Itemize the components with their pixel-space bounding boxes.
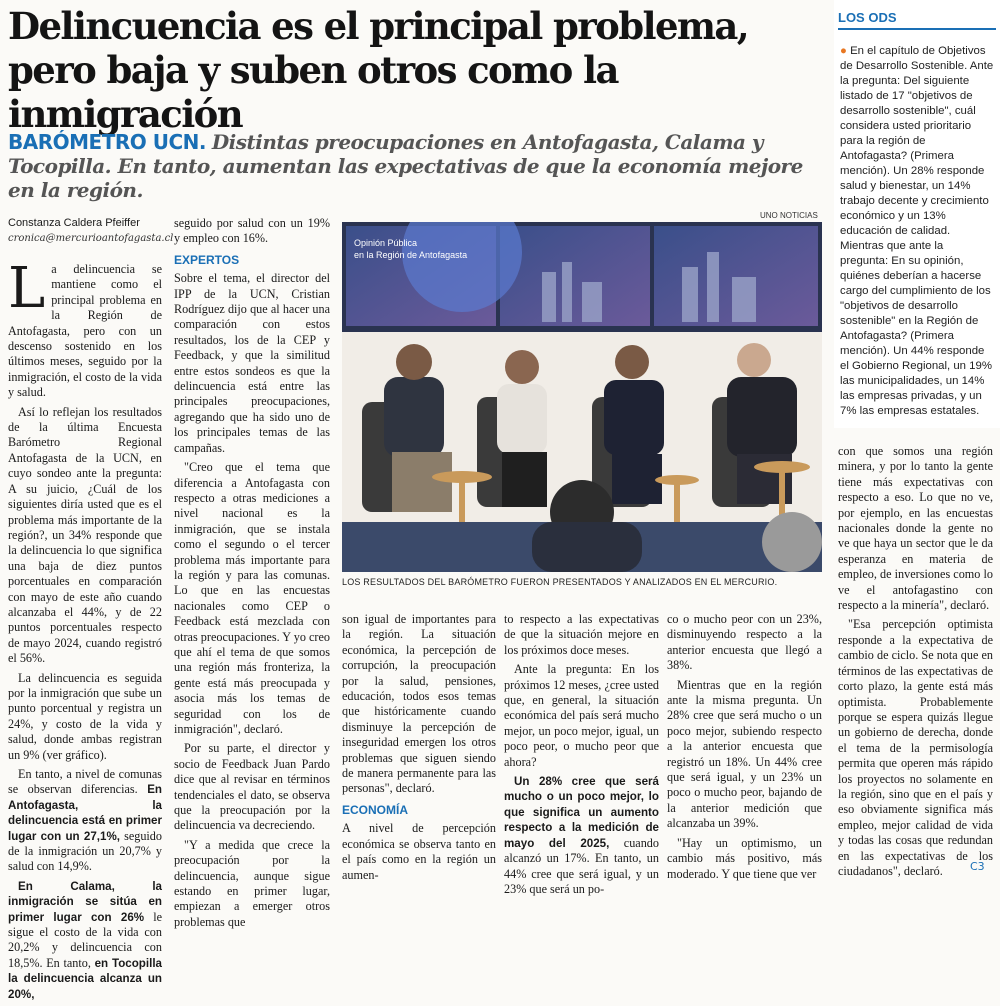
article-column-1	[8, 256, 163, 1006]
headline: Delincuencia es el principal problema, pero baja y suben otros como la inmigración	[8, 4, 749, 136]
paragraph: "Y a medida que crece la preocupación por la delincuencia, aunque sigue estando en primer lugar, empiezan a emerger otros problemas que	[174, 837, 330, 929]
article-column-3	[342, 612, 496, 887]
screen-text-2: en la Región de Antofagasta	[354, 250, 468, 260]
paragraph: to respecto a las expectativas de que la situación mejore en los próximos doce meses.	[504, 612, 659, 657]
end-mark: C3	[970, 860, 985, 873]
paragraph: co o mucho peor con un 23%, disminuyendo respecto a la anterior encuesta que llegó a 38%.	[667, 612, 822, 673]
paragraph: seguido por salud con un 19% y empleo con 16%.	[174, 216, 330, 246]
section-heading-economia: ECONOMÍA	[342, 802, 408, 817]
paragraph: son igual de importantes para la región. La situación económica, la percepción de corrupción, la preocupación por la salud, pensiones, educación, todos esos temas que históricamente cuando disminuye la percepción de inseguridad emergen los otros problemas que siguen siendo de manera permanente para las personas", declaró.	[342, 612, 496, 796]
article-column-4	[504, 612, 659, 901]
sidebar-text: ● En el capítulo de Objetivos de Desarrollo Sostenible. Ante la pregunta: Del siguiente listado de 17 "objetivos de desarrollo sostenible", cuál considera usted prioritario para la región de Antofagasta? (Primera mención). Un 28% responde salud y bienestar, un 14% trabajo decente y crecimiento económico y un 13% educación de calidad. Mientras que ante la pregunta: En su opinión, quiénes deberían a hacerse cargo del cumplimiento de los "objetivos de desarrollo sostenible" en la Región de Antofagasta? (Primera mención). Un 44% responde el Gobierno Regional, un 19% las municipalidades, un 14% las empresas privadas, y un 7% las empresas estatales.	[840, 45, 994, 417]
paragraph: La delincuencia se mantiene como el principal problema en la Región de Antofagasta, pero con un descenso sostenido en los últimos meses, seguido por la inmigración, el costo de la vida y salud.	[8, 256, 162, 400]
paragraph: En tanto, a nivel de comunas se observan diferencias. En Antofagasta, la delincuencia está en primer lugar con un 27,1%, seguido de la inmigración un 20,7% y salud con 14,9%.	[8, 767, 163, 874]
article-column-2	[174, 216, 330, 934]
paragraph: "Hay un optimismo, un cambio más positivo, más moderado. Y que tiene que ver	[667, 835, 822, 881]
byline	[8, 216, 173, 246]
paragraph: La delincuencia es seguida por la inmigración que sube un punto porcentual y registra un 24%, y costo de la vida y salud, donde ambas registran un 9% (ver gráfico).	[8, 670, 162, 762]
paragraph: Un 28% cree que será mucho o un poco mejor, lo que significa un aumento respecto a la medición de mayo del 2025, cuando alcanzó un 17%. En tanto, un 44% cree que será igual, y un 23% que será un po-	[504, 775, 659, 896]
article-column-6	[838, 444, 993, 883]
byline-author: Constanza Caldera Pfeiffer	[8, 217, 140, 229]
paragraph: Sobre el tema, el director del IPP de la UCN, Cristian Rodríguez dijo que al hacer una comparación con estos resultados, los de la CEP y Feedback, y que la similitud entre estos sondeos es que la delincuencia está entre las principales preocupaciones, agregando que ha sido uno de los principales temas de las campañas.	[174, 271, 330, 455]
panel-photo-illustration	[342, 222, 822, 572]
article-column-5	[667, 612, 822, 886]
paragraph: con que somos una región minera, y por lo tanto la gente tiene más expectativas con respecto a eso. Lo que no ve, por ejemplo, en las encuestas nacionales donde la gente no ve que haya un sector que le da esperanza en materia de empleo, de inversiones como lo ve el antofagastino con respecto a la minería", declaró.	[838, 444, 993, 613]
sidebar-title: LOS ODS	[838, 10, 996, 30]
deck	[8, 130, 828, 202]
deck-text: Distintas preocupaciones en Antofagasta, Calama y Tocopilla. En tanto, aumentan las expectativas de que la economía mejore en la región.	[8, 130, 803, 202]
paragraph: "Creo que el tema que diferencia a Antofagasta con respecto a otras mediciones a nivel nacional es la inmigración, que se instala como el segundo o el tercer problema más importante para la región y para las comunas. Lo que en las encuestas nacionales como CEP o Feedback está mezclada con otras preocupaciones. Y yo creo que ahí el tema de que somos una región más fronteriza, la gente está más preocupada y asocia más los temas de seguridad con los de inmigración", declaró.	[174, 460, 330, 736]
byline-email: cronica@mercurioantofagasta.cl	[8, 233, 174, 244]
photo-caption: LOS RESULTADOS DEL BARÓMETRO FUERON PRESENTADOS Y ANALIZADOS EN EL MERCURIO.	[342, 577, 778, 587]
paragraph: A nivel de percepción económica se observa tanto en el país como en la región un aumen-	[342, 821, 496, 882]
paragraph: Por su parte, el director y socio de Feedback Juan Pardo dice que al revisar en términos tendenciales el dato, se observa que la preocupación por la delincuencia va decreciendo.	[174, 741, 330, 833]
photo-credit: UNO NOTICIAS	[760, 211, 818, 220]
paragraph: Ante la pregunta: En los próximos 12 meses, ¿cree usted que, en general, la situación económica del país será mucho mejor, un poco mejor, igual, un poco peor, o mucho peor que ahora?	[504, 662, 659, 769]
deck-kicker: BARÓMETRO UCN.	[8, 130, 206, 154]
bullet-icon: ●	[840, 45, 847, 57]
paragraph: Así lo reflejan los resultados de la última Encuesta Barómetro Regional Antofagasta de la UCN, en cuyo sondeo ante la pregunta: A su juicio, ¿Cuál de los siguientes diría usted que es el problema más importante de la región?, un 34% responde que la delincuencia lo que significa una baja de diez puntos porcentuales en comparación con mayo de este año cuando alcanzaba el 44%, y de 22 puntos porcentuales respecto de mayo 2024, cuando registró el 56%.	[8, 404, 162, 666]
paragraph: Mientras que en la región ante la misma pregunta. Un 28% cree que será mucho o un poco mejor, subiendo respecto a la anterior encuesta que registró un 18%. Un 44% cree que será igual, y un 23% un poco o mucho peor, bajando de la anterior medición que alcanzaba un 39%.	[667, 677, 822, 831]
photo-panel-discussion	[342, 222, 822, 572]
section-heading-expertos: EXPERTOS	[174, 252, 240, 267]
sidebar-ods	[834, 0, 1000, 428]
paragraph: "Esa percepción optimista responde a la expectativa de cambio de ciclo. Se nota que en términos de las expectativas de corto plazo, la gente está más optimista. Probablemente porque se espera quizás llegue un gobierno de derecha, donde el tema de la permisología permita que operen más rápido los proyectos no solamente en la región, sino que en el país y eso obviamente significa más empleo, mejor calidad de vida y todas las cosas que redundan en las expectativas de los ciudadanos", declaró.	[838, 617, 993, 878]
drop-cap: L	[8, 256, 46, 321]
paragraph: En Calama, la inmigración se sitúa en primer lugar con 26% le sigue el costo de la vida con 20,2% y delincuencia con 18,5%. En tanto, en Tocopilla la delincuencia alcanza un 20%,	[8, 879, 163, 1001]
screen-text-1: Opinión Pública	[354, 238, 418, 248]
